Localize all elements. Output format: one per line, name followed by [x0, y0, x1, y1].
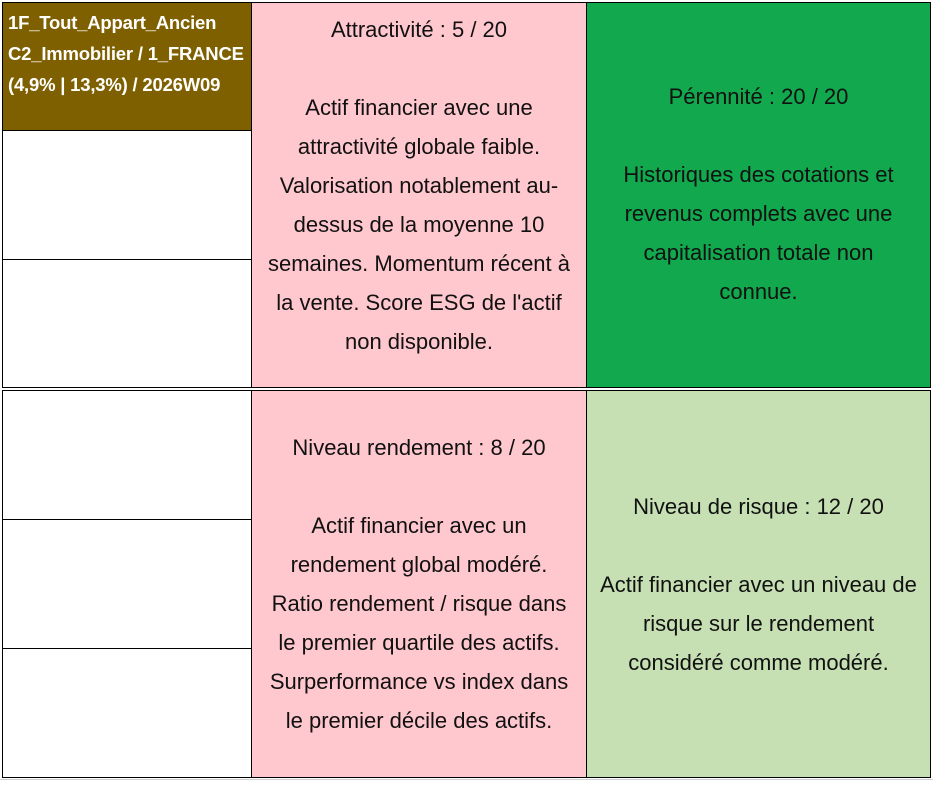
description-line: revenus complets avec une [624, 201, 893, 226]
description-line: Surperformance vs index dans [269, 669, 569, 694]
attractivite-title: Attractivité : 5 / 20 [330, 16, 508, 42]
perennite-description [623, 155, 893, 311]
description-line: Actif financier avec un niveau de [600, 571, 917, 597]
empty-cell [2, 519, 252, 649]
perennite-title: Pérennité : 20 / 20 [668, 84, 849, 109]
attractivite-description [268, 88, 570, 361]
description-line: capitalisation totale non [643, 240, 874, 265]
description-line: attractivité globale faible. [297, 133, 541, 159]
description-line: le premier décile des actifs. [285, 708, 553, 733]
perennite-card [586, 2, 931, 388]
empty-cell [2, 648, 252, 778]
risque-title: Niveau de risque : 12 / 20 [633, 493, 884, 519]
empty-cell [2, 130, 252, 260]
rendement-title: Niveau rendement : 8 / 20 [292, 435, 546, 460]
attractivite-card [251, 2, 587, 388]
risque-description [600, 565, 917, 682]
empty-cell [2, 259, 252, 388]
description-line: rendement global modéré. [290, 552, 548, 577]
description-line: non disponible. [344, 328, 493, 354]
description-line: considéré comme modéré. [628, 649, 889, 675]
description-line: le premier quartile des actifs. [278, 630, 560, 655]
description-line: connue. [719, 279, 798, 304]
description-line: Valorisation notablement au- [279, 172, 559, 198]
empty-cell [2, 390, 252, 520]
rendement-card [251, 390, 587, 778]
description-line: semaines. Momentum récent à [267, 250, 571, 276]
risque-card [586, 390, 931, 778]
description-line: Ratio rendement / risque dans [271, 591, 567, 616]
description-line: risque sur le rendement [642, 610, 875, 636]
description-line: Actif financier avec une [305, 94, 533, 120]
asset-name: 1F_Tout_Appart_Ancien [8, 12, 217, 33]
rendement-description [270, 506, 568, 740]
description-line: Actif financier avec un [311, 513, 527, 538]
description-line: dessus de la moyenne 10 [293, 211, 545, 237]
asset-performance-week: (4,9% | 13,3%) / 2026W09 [8, 74, 221, 95]
description-line: Historiques des cotations et [623, 162, 894, 187]
asset-header [2, 2, 252, 131]
asset-category: C2_Immobilier / 1_FRANCE [8, 43, 244, 64]
description-line: la vente. Score ESG de l'actif [276, 289, 562, 315]
